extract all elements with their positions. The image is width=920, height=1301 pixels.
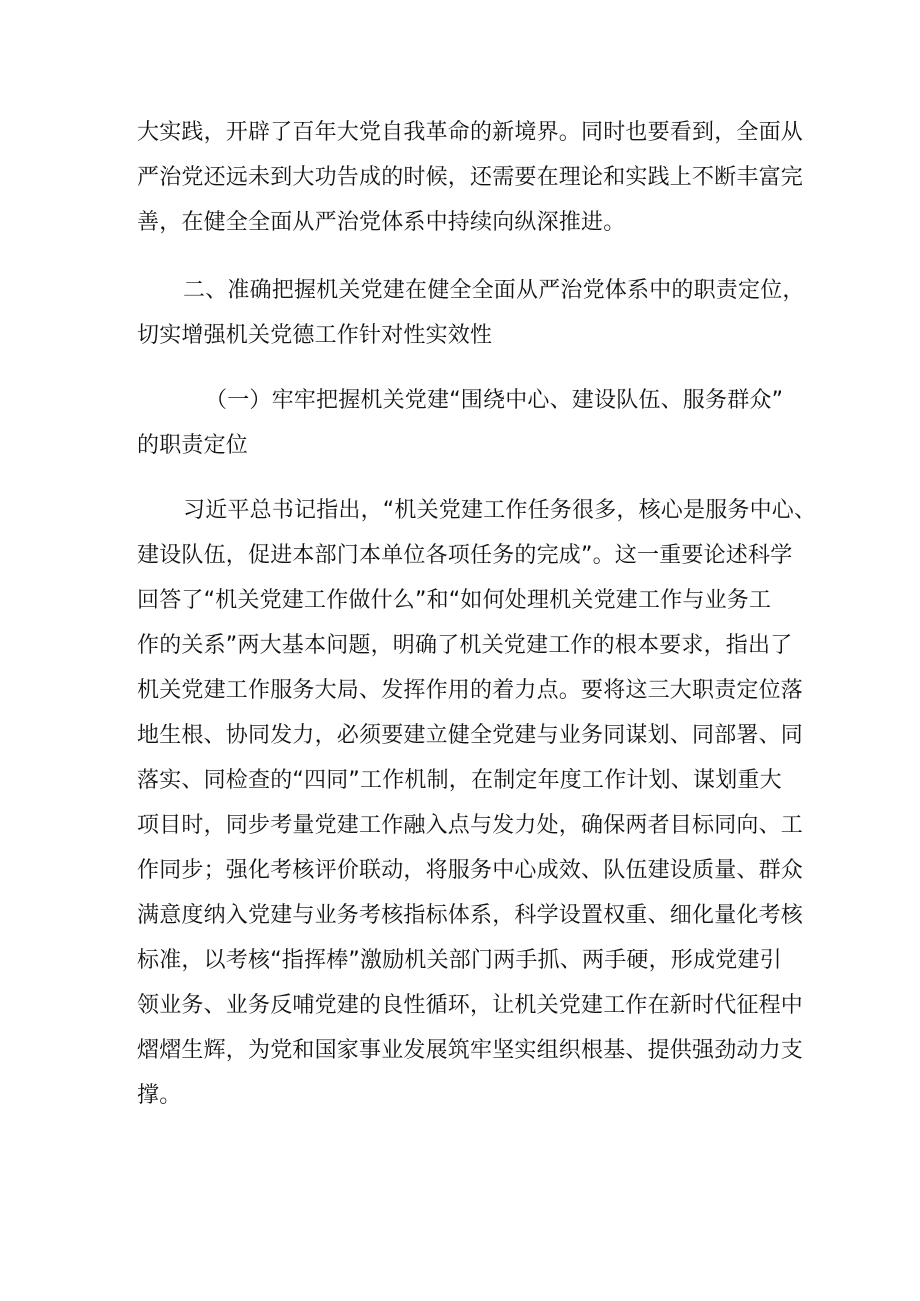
paragraph-line: 领业务、业务反哺党建的良性循环，让机关党建工作在新时代征程中 <box>137 993 804 1018</box>
paragraph-line: 满意度纳入党建与业务考核指标体系，科学设置权重、细化量化考核 <box>137 903 804 928</box>
paragraph-line: 机关党建工作服务大局、发挥作用的着力点。要将这三大职责定位落 <box>137 678 804 703</box>
paragraph-line: 回答了“机关党建工作做什么”和“如何处理机关党建工作与业务工 <box>137 588 772 613</box>
section-heading-line: 切实增强机关党德工作针对性实效性 <box>137 323 493 348</box>
paragraph-line: 项目时，同步考量党建工作融入点与发力处，确保两者目标同向、工 <box>137 813 804 838</box>
paragraph-line: 善，在健全全面从严治党体系中持续向纵深推进。 <box>137 210 626 235</box>
paragraph-line: 习近平总书记指出，“机关党建工作任务很多，核心是服务中心、 <box>183 498 817 523</box>
paragraph-line: 熠熠生辉，为党和国家事业发展筑牢坚实组织根基、提供强劲动力支 <box>137 1038 804 1063</box>
subsection-heading-line: （一）牢牢把握机关党建“围绕中心、建设队伍、服务群众” <box>205 388 784 413</box>
subsection-heading-line: 的职责定位 <box>137 433 249 458</box>
paragraph-line: 严治党还远未到大功告成的时候，还需要在理论和实践上不断丰富完 <box>137 165 804 190</box>
section-heading-line: 二、准确把握机关党建在健全全面从严治党体系中的职责定位， <box>183 278 805 303</box>
paragraph-line: 地生根、协同发力，必须要建立健全党建与业务同谋划、同部署、同 <box>137 723 804 748</box>
paragraph-line: 撑。 <box>137 1083 182 1108</box>
paragraph-line: 大实践，开辟了百年大党自我革命的新境界。同时也要看到，全面从 <box>137 120 804 145</box>
paragraph-line: 作同步；强化考核评价联动，将服务中心成效、队伍建设质量、群众 <box>137 858 804 883</box>
paragraph-line: 建设队伍，促进本部门本单位各项任务的完成”。这一重要论述科学 <box>137 543 793 568</box>
paragraph-line: 作的关系”两大基本问题，明确了机关党建工作的根本要求，指出了 <box>137 633 793 658</box>
paragraph-line: 标准，以考核“指挥棒”激励机关部门两手抓、两手硬，形成党建引 <box>137 948 782 973</box>
paragraph-line: 落实、同检查的“四同”工作机制，在制定年度工作计划、谋划重大 <box>137 768 782 793</box>
